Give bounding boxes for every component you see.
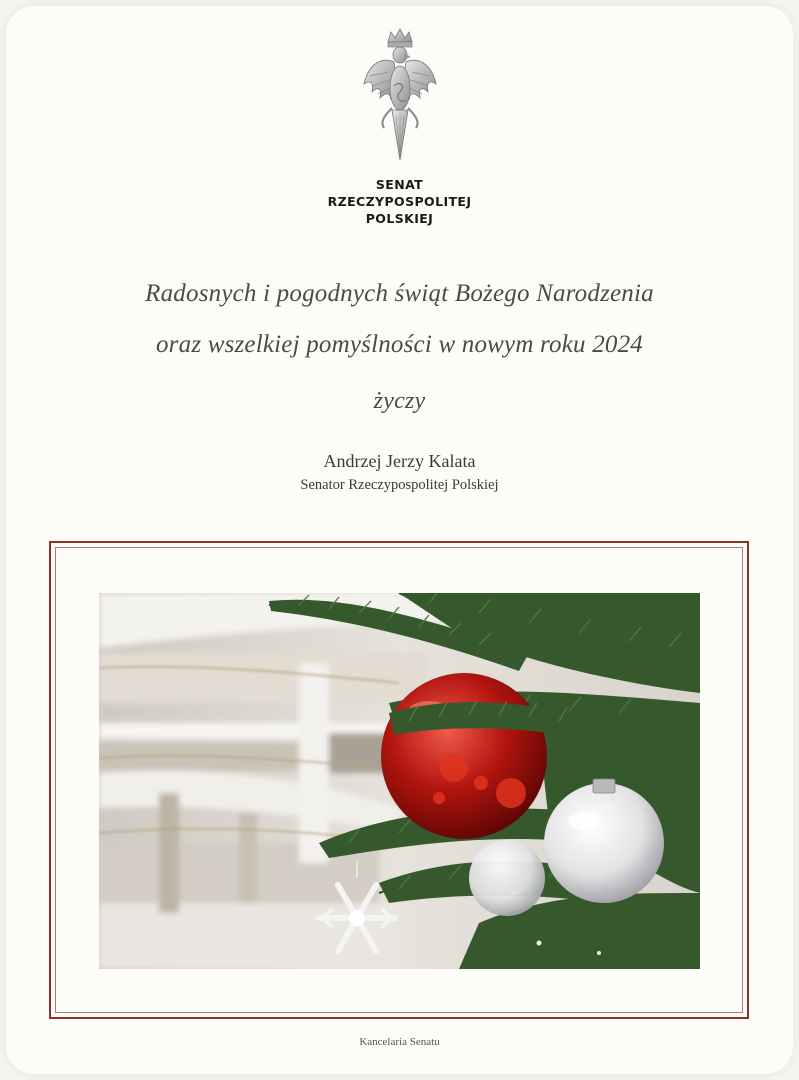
- white-eagle-crest-icon: [358, 26, 442, 164]
- christmas-tree-photo: [99, 593, 700, 969]
- greeting-line-3: życzy: [373, 388, 426, 414]
- greeting-line-2: oraz wszelkiej pomyślności w nowym roku 2024: [155, 331, 643, 358]
- sender-title: Senator Rzeczypospolitej Polskiej: [300, 477, 499, 493]
- sender-name: Andrzej Jerzy Kalata: [323, 451, 476, 471]
- greeting-line-1: Radosnych i pogodnych świąt Bożego Narodzenia: [145, 280, 654, 307]
- footer-text: Kancelaria Senatu: [359, 1036, 440, 1048]
- institution-name-line2: RZECZYPOSPOLITEJ: [327, 194, 472, 209]
- institution-name-line3: POLSKIEJ: [365, 211, 434, 226]
- institution-name-line1: SENAT: [375, 177, 424, 192]
